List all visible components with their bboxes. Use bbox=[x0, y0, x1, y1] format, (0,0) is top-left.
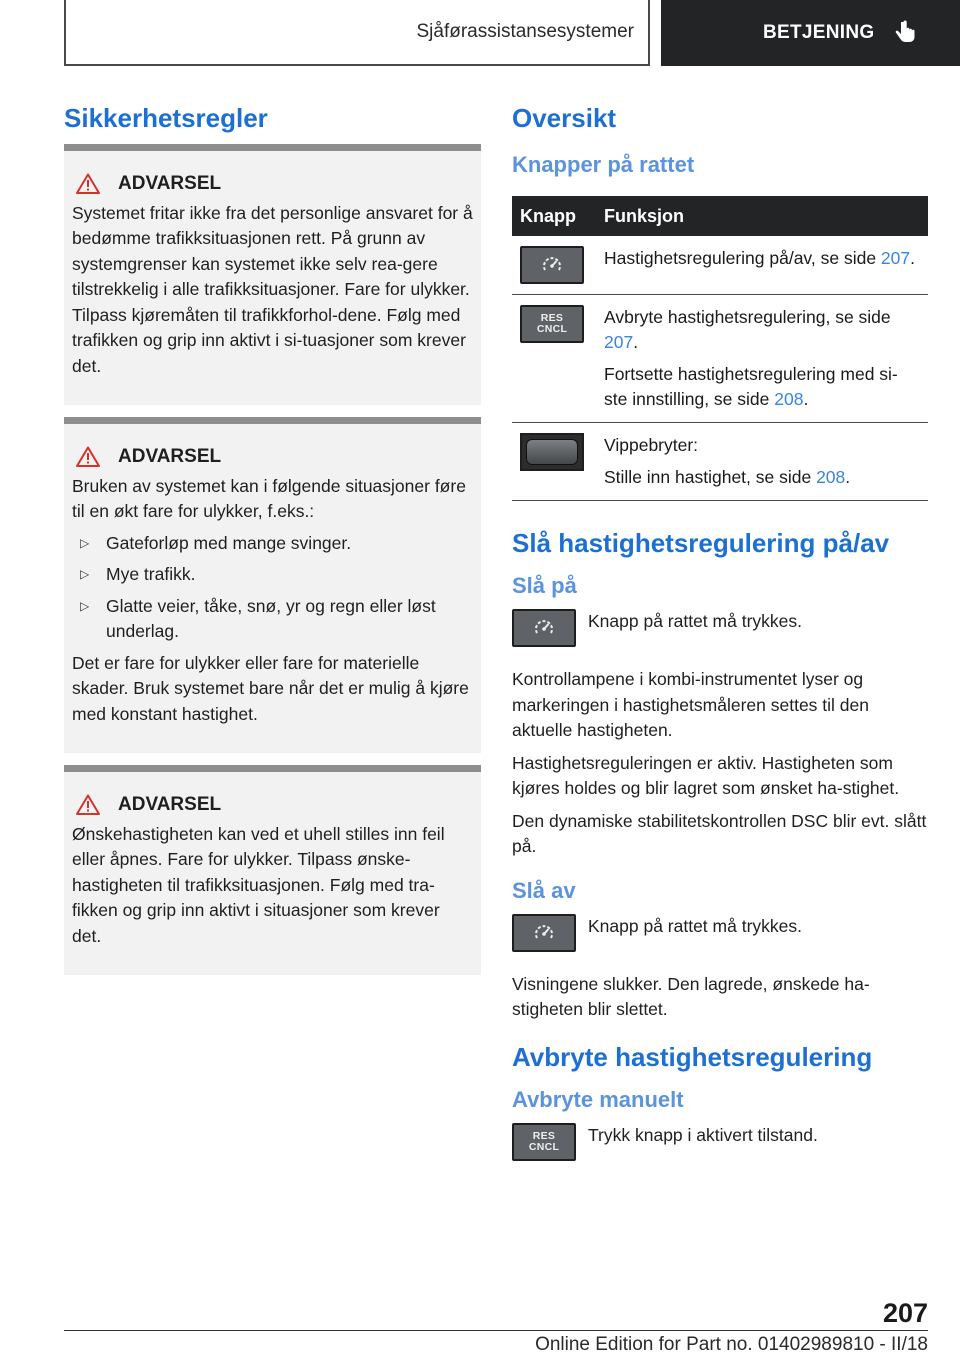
page-link[interactable]: 207 bbox=[880, 248, 911, 268]
warning-text: Systemet fritar ikke fra det personlige ansvaret for å bedømme trafikksituasjonen rett. På grunn av systemgrenser kan systemet ikke selv rea-gere tilstrekkelig i alle trafikksituasjoner. Fare for ulykker. Tilpass kjøremåten til trafikkforhol-dene. Følg med trafikken og grip inn aktivt i si-tuasjoner som krever det. bbox=[72, 202, 473, 376]
warning-box-1 bbox=[64, 144, 481, 405]
page-header bbox=[0, 0, 960, 66]
bullet-triangle-icon: ▷ bbox=[80, 598, 90, 613]
list-item: ▷ Mye trafikk. bbox=[72, 562, 473, 588]
page-link[interactable]: 207 bbox=[604, 332, 634, 352]
switch-off-row bbox=[512, 914, 928, 952]
warning-triangle-icon bbox=[76, 173, 100, 194]
manual-interrupt-heading: Avbryte manuelt bbox=[512, 1086, 684, 1112]
on-off-heading: Slå hastighetsregulering på/av bbox=[512, 528, 890, 558]
cruise-control-icon bbox=[533, 923, 555, 943]
switch-on-instruction: Knapp på rattet må trykkes. bbox=[588, 611, 802, 631]
page-number: 207 bbox=[882, 1298, 928, 1328]
switch-off-instruction: Knapp på rattet må trykkes. bbox=[588, 915, 802, 936]
right-column bbox=[512, 100, 928, 1181]
rocker-switch-icon bbox=[526, 439, 578, 465]
cruise-control-icon bbox=[533, 618, 555, 638]
list-item: ▷ Gateforløp med mange svinger. bbox=[72, 531, 473, 557]
function-text: Fortsette hastighetsregulering med si-ste innstilling, se side 208. bbox=[604, 364, 898, 409]
paragraph: Den dynamiske stabilitetskontrollen DSC blir evt. slått på. bbox=[512, 810, 927, 856]
interrupt-heading: Avbryte hastighetsregulering bbox=[512, 1041, 873, 1072]
paragraph: Hastighetsreguleringen er aktiv. Hastigheten som kjøres holdes og blir lagret som ønsket ha-stighet. bbox=[512, 752, 900, 798]
overview-heading: Oversikt bbox=[512, 103, 617, 133]
page-link[interactable]: 208 bbox=[816, 467, 846, 487]
manual-interrupt-row bbox=[512, 1123, 928, 1161]
table-row bbox=[512, 423, 928, 501]
paragraph: Kontrollampene i kombi-instrumentet lyser og markeringen i hastighetsmåleren settes til den aktuelle hastigheten. bbox=[512, 669, 869, 740]
col-header-function: Funksjon bbox=[596, 196, 928, 236]
table-row bbox=[512, 236, 928, 295]
buttons-heading: Knapper på rattet bbox=[512, 152, 695, 177]
res-cncl-button: RES CNCL bbox=[512, 1123, 576, 1161]
buttons-table bbox=[512, 196, 928, 501]
page-link[interactable]: 208 bbox=[774, 389, 804, 409]
warning-list bbox=[72, 531, 473, 645]
rocker-switch-button bbox=[520, 433, 584, 471]
cruise-control-icon bbox=[541, 255, 563, 275]
warning-title: ADVARSEL bbox=[76, 444, 473, 470]
chapter-tab bbox=[661, 0, 960, 66]
bullet-triangle-icon: ▷ bbox=[80, 567, 90, 581]
section-title: Sjåførassistansesystemer bbox=[64, 0, 650, 66]
paragraph: Visningene slukker. Den lagrede, ønskede ha-stigheten blir slettet. bbox=[512, 973, 870, 1019]
warning-triangle-icon bbox=[76, 446, 100, 467]
warning-intro: Bruken av systemet kan i følgende situasjoner føre til en økt fare for ulykker, f.eks.: bbox=[72, 475, 466, 521]
col-header-button: Knapp bbox=[512, 196, 596, 236]
warning-title: ADVARSEL bbox=[76, 171, 473, 197]
warning-title: ADVARSEL bbox=[76, 792, 473, 818]
function-text: Avbryte hastighetsregulering, se side 207. bbox=[604, 307, 891, 352]
function-text: Vippebryter: bbox=[604, 435, 699, 455]
switch-off-heading: Slå av bbox=[512, 877, 576, 903]
manual-interrupt-instruction: Trykk knapp i aktivert tilstand. bbox=[588, 1124, 818, 1145]
function-text: Stille inn hastighet, se side 208. bbox=[604, 467, 851, 487]
chapter-title: BETJENING bbox=[763, 22, 875, 43]
list-item: ▷ Glatte veier, tåke, snø, yr og regn eller løst underlag. bbox=[72, 594, 473, 645]
function-text: Hastighetsregulering på/av, se side 207. bbox=[604, 248, 915, 268]
bullet-triangle-icon: ▷ bbox=[80, 535, 90, 550]
cruise-control-button bbox=[512, 914, 576, 952]
warning-triangle-icon bbox=[76, 794, 100, 815]
table-row bbox=[512, 295, 928, 423]
switch-on-row bbox=[512, 609, 928, 647]
warning-text: Ønskehastigheten kan ved et uhell stilles inn feil eller åpnes. Fare for ulykker. Tilpass ønske-hastigheten til trafikksituasjonen. Følg med tra-fikken og grip inn aktivt i situasjoner som krever det. bbox=[72, 823, 445, 946]
switch-on-heading: Slå på bbox=[512, 573, 577, 598]
left-column bbox=[64, 100, 481, 975]
cruise-control-button bbox=[512, 609, 576, 647]
warning-box-2 bbox=[64, 417, 481, 753]
edition-note: Online Edition for Part no. 01402989810 - II/18 bbox=[535, 1334, 928, 1355]
footer-divider bbox=[64, 1330, 928, 1331]
hand-pointer-icon bbox=[894, 20, 918, 46]
warning-box-3 bbox=[64, 765, 481, 975]
safety-heading: Sikkerhetsregler bbox=[64, 103, 268, 133]
cruise-control-button bbox=[520, 246, 584, 284]
warning-outro: Det er fare for ulykker eller fare for materielle skader. Bruk systemet bare når det er mulig å kjøre med konstant hastighet. bbox=[72, 652, 469, 724]
res-cncl-button: RES CNCL bbox=[520, 305, 584, 343]
